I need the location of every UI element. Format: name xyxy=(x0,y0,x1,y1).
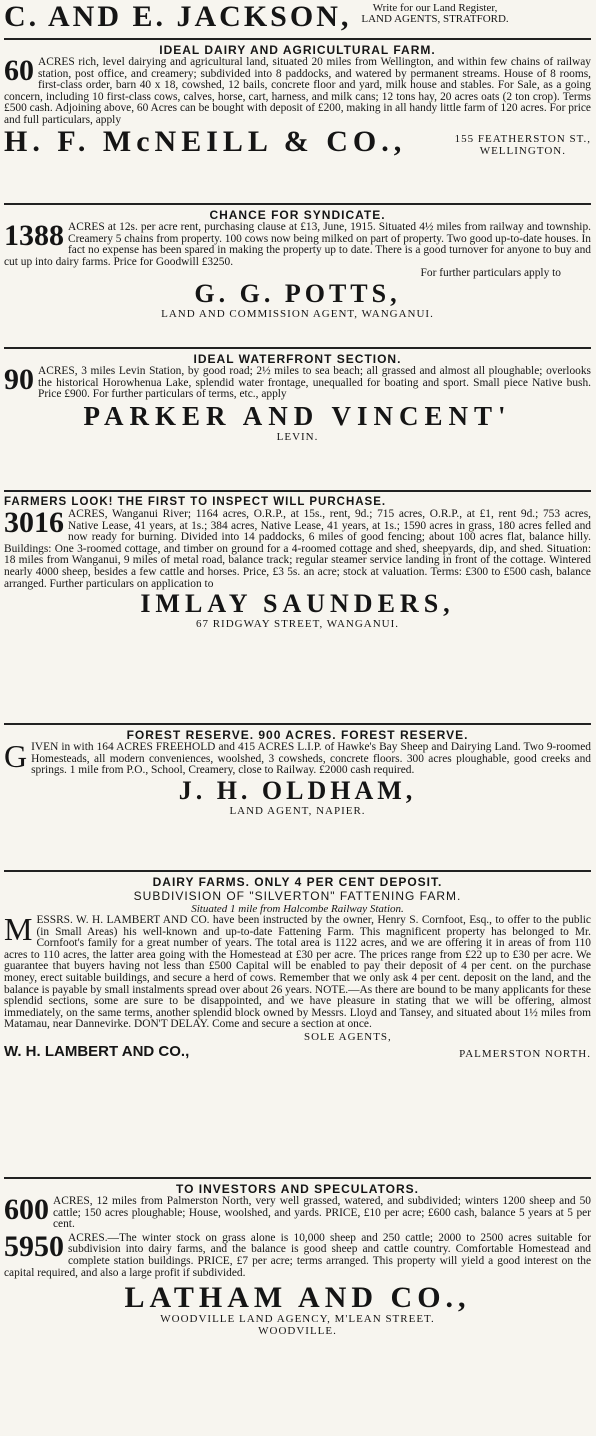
ad-body xyxy=(4,506,591,590)
ad-address-line1: 155 FEATHERSTON ST., xyxy=(454,132,591,145)
ad-agent-name: IMLAY SAUNDERS, xyxy=(140,589,455,619)
ad-acreage-number: 60 xyxy=(4,54,34,87)
divider xyxy=(4,203,591,205)
ad-sole-agents: SOLE AGENTS, xyxy=(304,1030,392,1043)
ad-dairy-farm xyxy=(4,43,591,201)
ad-body-text-second: ACRES.—The winter stock on grass alone is 10,000 sheep and 250 cattle; 2000 to 2500 acres suitable for subdivision into dairy farms, and the balance is good sheep and cattle country. Comfortable Homestead and complete station buildings. PRICE, £7 per acre; terms arranged. This property will yield a good interest on the capital required, and also a large profit if subdivided. xyxy=(4,1231,591,1279)
ad-syndicate xyxy=(4,208,591,345)
ad-agent-name: J. H. OLDHAM, xyxy=(178,775,417,805)
header-agency-name: C. AND E. JACKSON, xyxy=(4,0,352,33)
ad-address-line2: WELLINGTON. xyxy=(479,144,566,157)
ad-headline: IDEAL WATERFRONT SECTION. xyxy=(193,352,402,366)
divider xyxy=(4,38,591,40)
ad-acreage-number: 1388 xyxy=(4,219,64,252)
header-note xyxy=(361,3,508,25)
divider xyxy=(4,347,591,349)
ad-agent-address: LAND AGENT, NAPIER. xyxy=(229,804,366,817)
ad-agent-address xyxy=(455,133,591,157)
ad-body-text: ACRES, Wanganui River; 1164 acres, O.R.P., at 15s., rent, 9d.; 715 acres, O.R.P., at £1, rent 9d.; 753 acres, Native Lease, 41 years, at 1s.; 384 acres, Native Lease, 41 years, at 1s.; 1590 acres in grass, 180 acres felled and now ready for burning. Divided into 14 paddocks, 6 miles of good fencing; about 100 acres flat, balance hilly. Buildings: One 3-roomed cottage, and timber on ground for a 4-roomed cottage and shed, sheepyards, dip, and shed. Situation: 18 miles from Wanganui, 9 miles of metal road, balance track; regular steamer service landing in front of the cottage. Wintered nearly 4000 sheep, besides a few cattle and horses. Price, £3 5s. an acre; stock at valuation. Terms: £300 to £500 cash, balance arranged. Further particulars on application to xyxy=(4,508,591,590)
ad-body-text: ACRES, 3 miles Levin Station, by good road; 2½ miles to sea beach; all grassed and almost all ploughable; overlooks the historical Horowhenua Lake, splendid water frontage, unequalled for boating and sport. Small piece Native bush. Price £900. For further particulars of terms, etc., apply xyxy=(38,365,591,401)
ad-body xyxy=(4,911,591,1031)
ad-acreage-number: 600 xyxy=(4,1193,49,1226)
ad-body xyxy=(4,219,591,268)
ad-agent-row xyxy=(4,1043,591,1060)
ad-agent-name: G. G. POTTS, xyxy=(194,278,401,308)
header-note-line2: LAND AGENTS, STRATFORD. xyxy=(361,13,509,25)
ad-further-note: For further particulars apply to xyxy=(420,267,561,280)
ad-body-text: ESSRS. W. H. LAMBERT AND CO. have been instructed by the owner, Henry S. Cornfoot, Esq., to offer to the public (in Small Areas) his well-known and up-to-date Fattening Farm. This magnificent property has belonged to Mr. Cornfoot's family for a great number of years. The total area is 1122 acres, and we are offering it in areas of from 110 acres to 110 acres, the latter area going with the Homestead at £30 per acre. The prices range from £22 up to £30 per acre. We guarantee that buyers having not less than £500 Capital will be enabled to pay their deposit of 4 per cent. on the purchase money, erect suitable buildings, and secure a herd of cows. Remember that we only ask 4 per cent. deposit on the land, and the balance is payable by small instalments spread over about 26 years. NOTE.—As there are bound to be many applicants for these splendid sections, some are sure to be disappointed, and we have pleasure in stating that we will be offering, almost immediately, on the same terms, another splendid block owned by Messrs. Lloyd and Tansey, and situated about 1½ miles from Matamau, near Dannevirke. DON'T DELAY. Come and secure a section at once. xyxy=(4,914,591,1031)
ad-body-text: ACRES at 12s. per acre rent, purchasing clause at £13, June, 1915. Situated 4½ miles from railway and township. Creamery 5 chains from property. 100 cows now being milked on part of property. Two good up-to-date houses. In fact no expense has been spared in making the property up to date. There is a good turnover for anyone to buy and cut up into dairy farms. Price for Goodwill £3250. xyxy=(4,221,591,268)
ad-body-text: ACRES rich, level dairying and agricultural land, situated 20 miles from Wellington, and within few chains of railway station, post office, and creamery; subdivided into 8 paddocks, and watered by permanent streams. House of 8 rooms, first-class order, barn 40 x 18, cowshed, 12 bails, concrete floor and yard, milk house and stables. For Sale, as a going concern, including 10 first-class cows, calves, horse, cart, harness, and milk cans; 12 tons hay, 20 acres oats (2 ton crop). Terms £500 cash. Adjoining above, 60 Acres can be bought with deposit of £200, making in all handy little farm of 120 acres. For price and full particulars, apply xyxy=(4,56,591,126)
ad-subitalic: Situated 1 mile from Halcombe Railway Station. xyxy=(191,903,404,915)
ad-forest-reserve xyxy=(4,728,591,868)
ad-farmers-look xyxy=(4,495,591,721)
ad-dairy-farms-subdivision xyxy=(4,875,591,1175)
ad-headline: TO INVESTORS AND SPECULATORS. xyxy=(175,1182,420,1196)
ad-agent-address: 67 RIDGWAY STREET, WANGANUI. xyxy=(195,618,400,631)
ad-drop-cap: M xyxy=(4,911,33,947)
ad-agent-name: LATHAM AND CO., xyxy=(124,1281,471,1315)
ad-body xyxy=(4,54,591,127)
ad-agent-name: PARKER AND VINCENT' xyxy=(83,400,512,431)
ad-agent-row xyxy=(4,124,591,158)
header xyxy=(4,0,591,36)
ad-agent-address-town: WOODVILLE. xyxy=(258,1325,337,1338)
ad-agent-address: LAND AND COMMISSION AGENT, WANGANUI. xyxy=(161,307,434,320)
ad-headline: FOREST RESERVE. 900 ACRES. FOREST RESERVE. xyxy=(126,728,469,742)
ad-waterfront xyxy=(4,352,591,488)
ad-body-text: ACRES, 12 miles from Palmerston North, very well grassed, watered, and subdivided; winters 1200 sheep and 50 cattle; 150 acres ploughable; House, woolshed, and yards. PRICE, £10 per acre; £600 cash, balance 5 years at 5 per cent. xyxy=(53,1195,591,1231)
divider xyxy=(4,870,591,872)
ad-investors xyxy=(4,1182,591,1414)
divider xyxy=(4,723,591,725)
ad-headline: FARMERS LOOK! THE FIRST TO INSPECT WILL PURCHASE. xyxy=(4,496,387,508)
ad-drop-cap: G xyxy=(4,738,28,774)
ad-headline: IDEAL DAIRY AND AGRICULTURAL FARM. xyxy=(159,43,436,57)
ad-body xyxy=(4,738,591,777)
ad-acreage-number: 3016 xyxy=(4,506,64,539)
ad-agent-address: LEVIN. xyxy=(276,430,319,443)
ad-acreage-number: 90 xyxy=(4,363,34,396)
divider xyxy=(4,1177,591,1179)
ad-body xyxy=(4,1193,591,1231)
ad-agent-name: W. H. LAMBERT AND CO., xyxy=(4,1042,190,1060)
divider xyxy=(4,490,591,492)
ad-subheadline: SUBDIVISION OF "SILVERTON" FATTENING FARM. xyxy=(133,889,462,903)
ad-body-text: IVEN in with 164 ACRES FREEHOLD and 415 ACRES L.I.P. of Hawke's Bay Sheep and Dairying Land. Two 9-roomed Homesteads, all modern conveniences, woolshed, 3 cowsheds, concrete floors. 300 acres ploughable, good creeks and springs. 1 mile from P.O., School, Creamery, close to Railway. £2000 cash required. xyxy=(31,741,591,777)
ad-agent-address: PALMERSTON NORTH. xyxy=(459,1047,591,1060)
ad-acreage-number-second: 5950 xyxy=(4,1229,64,1263)
ad-agent-name: H. F. McNEILL & CO., xyxy=(4,124,407,158)
ad-headline: DAIRY FARMS. ONLY 4 PER CENT DEPOSIT. xyxy=(152,875,443,889)
ad-body xyxy=(4,363,591,401)
ad-headline: CHANCE FOR SYNDICATE. xyxy=(209,208,386,222)
ad-agent-address: WOODVILLE LAND AGENCY, M'LEAN STREET. xyxy=(160,1313,435,1326)
header-note-line1: Write for our Land Register, xyxy=(372,2,498,14)
ad-body-second xyxy=(4,1229,591,1279)
